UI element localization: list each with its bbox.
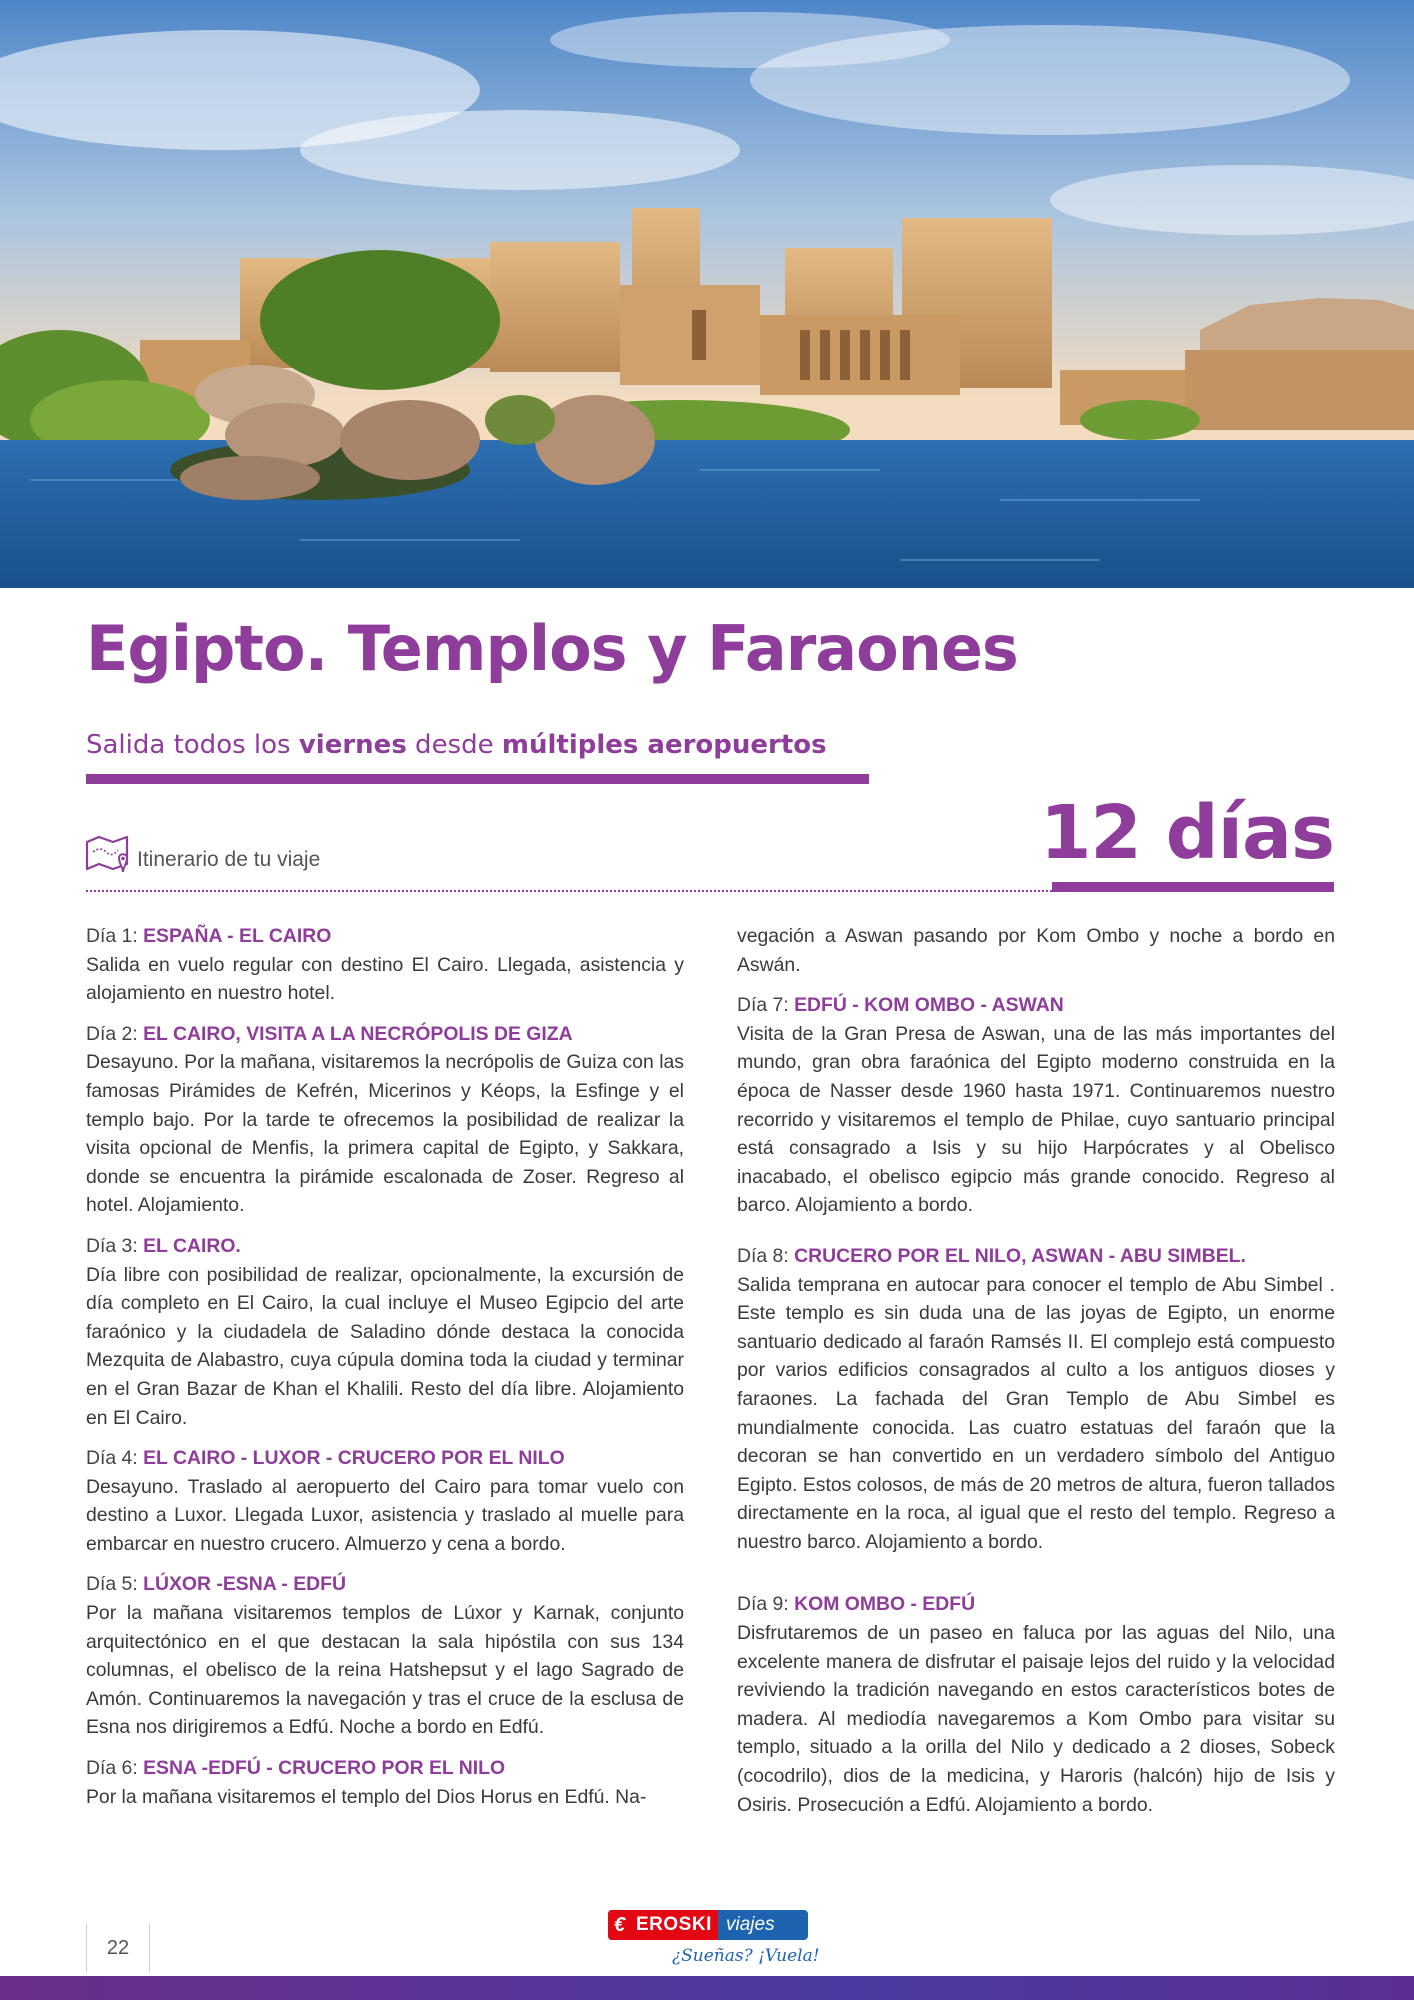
day-description: Día libre con posibilidad de realizar, opcionalmente, la excursión de día completo en El Cairo, la cual incluye el Museo Egipcio del arte faraónico y la ciudadela de Saladino dónde destaca la conocida Mezquita de Alabastro, cuya cúpula domina toda la ciudad y terminar en el Gran Bazar de Khan el Khalili. Resto del día libre. Alojamiento en El Cairo. — [86, 1263, 684, 1429]
itinerary-label: Itinerario de tu viaje — [137, 848, 321, 871]
day-title: KOM OMBO - EDFÚ — [794, 1593, 976, 1616]
subtitle-bold-day: viernes — [298, 730, 407, 760]
itinerary-day-4 — [86, 1444, 684, 1558]
day-heading — [86, 922, 684, 951]
day-number: Día 8: — [737, 1244, 795, 1267]
duration-underline — [1052, 882, 1334, 892]
day-number: Día 4: — [86, 1447, 144, 1470]
day-description: Salida temprana en autocar para conocer el templo de Abu Simbel . Este templo es sin duda una de las joyas de Egipto, un enorme santuario dedicado al faraón Ramsés II. El complejo está compuesto por varios edificios consagrados al culto a los antiguos dioses y faraones. La fachada del Gran Templo de Abu Simbel es mundialmente conocida. Las cuatro estatuas del faraón que la decoran se han convertido en un verdadero símbolo del Antiguo Egipto. Estos colosos, de más de 20 metros de altura, fueron tallados directamente en la roca, al igual que el resto del templo. Regreso a nuestro barco. Alojamiento a bordo. — [737, 1273, 1335, 1553]
subtitle-part-1: Salida todos los — [86, 730, 299, 760]
day-heading — [86, 1444, 684, 1473]
map-pin-route-icon — [84, 834, 132, 880]
day-heading — [86, 1754, 684, 1783]
day-title: CRUCERO POR EL NILO, ASWAN - ABU SIMBEL. — [794, 1244, 1246, 1267]
day-description: Salida en vuelo regular con destino El Cairo. Llegada, asistencia y alojamiento en nuestro hotel. — [86, 953, 684, 1005]
day-number: Día 1: — [86, 925, 144, 947]
itinerary-day-6 — [86, 1754, 684, 1811]
day-number: Día 3: — [86, 1234, 144, 1257]
day-heading — [737, 991, 1335, 1020]
day-description: Por la mañana visitaremos templos de Lúxor y Karnak, conjunto arquitectónico en el que destacan la sala hipóstila con sus 134 columnas, el obelisco de la reina Hatshepsut y el lago Sagrado de Amón. Continuaremos la navegación y tras el cruce de la esclusa de Esna nos dirigiremos a Edfú. Noche a bordo en Edfú. — [86, 1602, 684, 1739]
day-number: Día 7: — [737, 994, 795, 1017]
day-title: EL CAIRO - LUXOR - CRUCERO POR EL NILO — [143, 1447, 565, 1470]
day-title: ESNA -EDFÚ - CRUCERO POR EL NILO — [143, 1757, 506, 1780]
page-number: 22 — [86, 1924, 150, 1972]
day-number: Día 9: — [737, 1593, 795, 1616]
day-title: EL CAIRO. — [143, 1234, 241, 1257]
subtitle-part-2: desde — [406, 730, 502, 760]
subtitle-underline — [86, 774, 869, 784]
footer-band — [0, 1976, 1414, 2000]
section-divider — [86, 890, 1052, 892]
trip-duration: 12 días — [1039, 790, 1334, 876]
eroski-viajes-logo — [608, 1910, 820, 1972]
day-heading — [86, 1020, 684, 1049]
itinerary-day-5 — [86, 1570, 684, 1742]
itinerary-day-1 — [86, 922, 684, 1008]
day-description: Desayuno. Traslado al aeropuerto del Cairo para tomar vuelo con destino a Luxor. Llegada Luxor, asistencia y traslado al muelle para embarcar en nuestro crucero. Almuerzo y cena a bordo. — [86, 1475, 684, 1555]
day-heading — [86, 1570, 684, 1599]
itinerary-day-8 — [737, 1242, 1335, 1557]
itinerary-column-right — [737, 922, 1335, 1831]
logo-slogan: ¿Sueñas? ¡Vuela! — [672, 1946, 820, 1966]
eroski-e-icon: € — [614, 1914, 626, 1936]
day-number: Día 5: — [86, 1573, 144, 1596]
logo-brand-suffix: viajes — [726, 1914, 775, 1935]
day-title: EL CAIRO, VISITA A LA NECRÓPOLIS DE GIZA — [143, 1022, 573, 1045]
subtitle-bold-airports: múltiples aeropuertos — [501, 730, 827, 760]
day-description: Visita de la Gran Presa de Aswan, una de las más importantes del mundo, gran obra faraónica del Egipto moderno construida en la época de Nasser desde 1960 hasta 1971. Continuaremos nuestro recorrido y visitaremos el templo de Philae, cuyo santuario principal está consagrado a Isis y su hijo Harpócrates y al Obelisco inacabado, el obelisco egipcio más grande conocido. Regreso al barco. Alojamiento a bordo. — [737, 1022, 1335, 1217]
itinerary-day-2 — [86, 1020, 684, 1220]
itinerary-day-3 — [86, 1232, 684, 1432]
itinerary-column-left — [86, 922, 684, 1823]
itinerary-day-6-continued — [737, 922, 1335, 979]
day-heading — [737, 1590, 1335, 1619]
departure-subtitle — [86, 730, 827, 760]
day-title: EDFÚ - KOM OMBO - ASWAN — [794, 994, 1064, 1017]
itinerary-day-9 — [737, 1590, 1335, 1819]
day-description: Disfrutaremos de un paseo en faluca por las aguas del Nilo, una excelente manera de disfrutar el paisaje lejos del ruido y la velocidad reviviendo la tradición navegando en estos característicos botes de madera. Al mediodía navegaremos a Kom Ombo para visitar su templo, situado a la orilla del Nilo y dedicado a 2 dioses, Sobeck (cocodrilo), dios de la medicina, y Haroris (halcón) hijo de Isis y Osiris. Prosecución a Edfú. Alojamiento a bordo. — [737, 1622, 1335, 1816]
day-heading — [737, 1242, 1335, 1271]
day-heading — [86, 1232, 684, 1261]
day-description: vegación a Aswan pasando por Kom Ombo y noche a bordo en Aswán. — [737, 925, 1335, 976]
day-number: Día 6: — [86, 1757, 144, 1780]
logo-badge — [608, 1910, 808, 1940]
day-number: Día 2: — [86, 1022, 144, 1045]
day-description: Por la mañana visitaremos el templo del Dios Horus en Edfú. Na- — [86, 1785, 647, 1808]
logo-brand: EROSKI — [636, 1914, 712, 1935]
page-title: Egipto. Templos y Faraones — [86, 612, 1018, 685]
day-title: ESPAÑA - EL CAIRO — [143, 925, 332, 947]
day-description: Desayuno. Por la mañana, visitaremos la necrópolis de Guiza con las famosas Pirámides de Kefrén, Micerinos y Kéops, la Esfinge y el templo bajo. Por la tarde te ofrecemos la posibilidad de realizar la visita opcional de Menfis, la primera capital de Egipto, y Sakkara, donde se encuentra la pirámide escalonada de Zoser. Regreso al hotel. Alojamiento. — [86, 1051, 684, 1217]
hero-image-philae-temple — [0, 0, 1414, 588]
itinerary-day-7 — [737, 991, 1335, 1220]
day-title: LÚXOR -ESNA - EDFÚ — [143, 1573, 347, 1596]
